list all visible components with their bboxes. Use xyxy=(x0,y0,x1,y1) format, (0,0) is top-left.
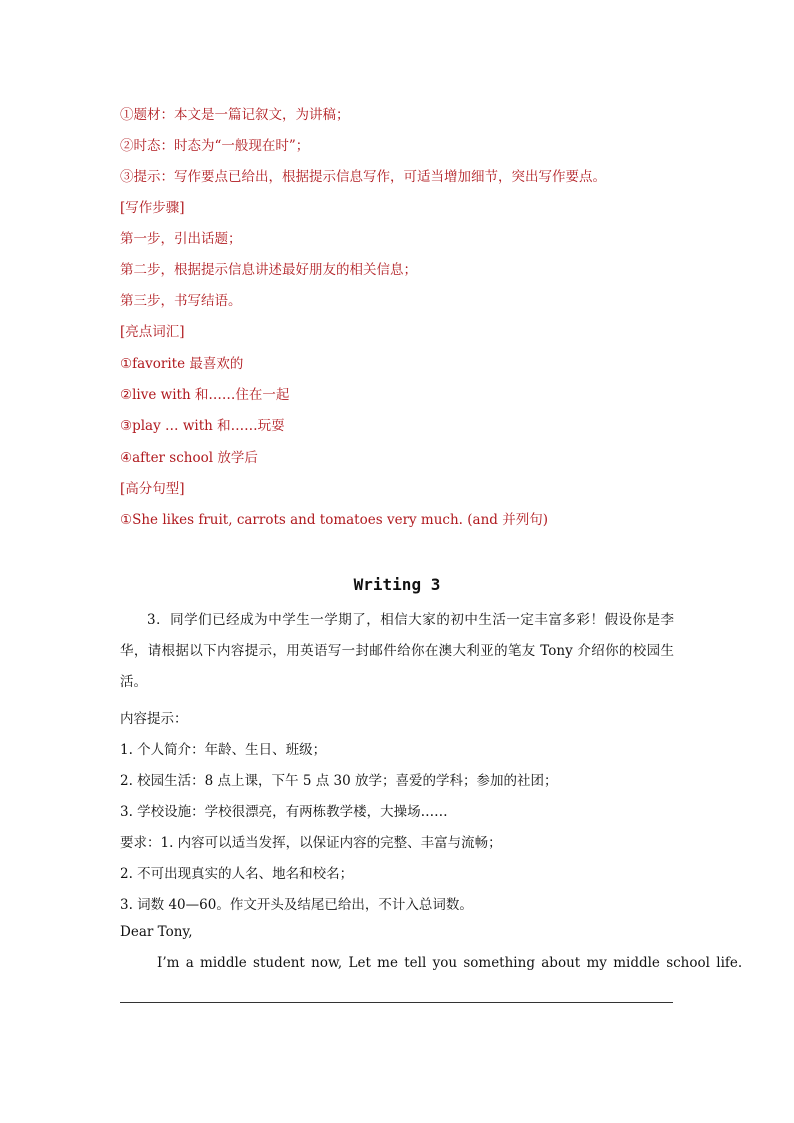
answer-line xyxy=(120,1002,673,1003)
analysis-item-tense: ②时态：时态为“一般现在时”； xyxy=(120,138,310,154)
analysis-item-hint: ③提示：写作要点已给出，根据提示信息写作，可适当增加细节，突出写作要点。 xyxy=(120,169,606,185)
requirement-item-3: 3. 词数 40—60。作文开头及结尾已给出，不计入总词数。 xyxy=(120,897,473,913)
hints-label: 内容提示： xyxy=(120,711,188,727)
sentences-heading: [高分句型] xyxy=(120,481,185,497)
requirement-item-2: 2. 不可出现真实的人名、地名和校名； xyxy=(120,866,354,882)
hint-item-2: 2. 校园生活：8 点上课，下午 5 点 30 放学；喜爱的学科；参加的社团； xyxy=(120,773,558,789)
writing-prompt: 3．同学们已经成为中学生一学期了，相信大家的初中生活一定丰富多彩！假设你是李华，请根据以下内容提示，用英语写一封邮件给你在澳大利亚的笔友 Tony 介绍你的校园生活。 xyxy=(120,612,674,690)
sentence-item-1: ①She likes fruit, carrots and tomatoes very much. (and 并列句) xyxy=(120,512,548,528)
vocab-item-2: ②live with 和……住在一起 xyxy=(120,387,290,403)
step-item-2: 第二步，根据提示信息讲述最好朋友的相关信息； xyxy=(120,262,417,278)
vocab-heading: [亮点词汇] xyxy=(120,324,185,340)
steps-heading: [写作步骤] xyxy=(120,200,185,216)
letter-greeting: Dear Tony, xyxy=(120,924,193,940)
requirement-item-1: 要求：1. 内容可以适当发挥，以保证内容的完整、丰富与流畅； xyxy=(120,835,502,851)
analysis-item-subject: ①题材：本文是一篇记叙文，为讲稿； xyxy=(120,107,350,123)
vocab-item-1: ①favorite 最喜欢的 xyxy=(120,356,244,372)
step-item-3: 第三步，书写结语。 xyxy=(120,293,242,309)
vocab-item-3: ③play … with 和……玩耍 xyxy=(120,418,285,434)
vocab-item-4: ④after school 放学后 xyxy=(120,450,258,466)
step-item-1: 第一步，引出话题； xyxy=(120,231,242,247)
hint-item-3: 3. 学校设施：学校很漂亮，有两栋教学楼，大操场…… xyxy=(120,804,448,820)
letter-opening: I’m a middle student now, Let me tell you something about my middle school life. xyxy=(157,955,743,971)
hint-item-1: 1. 个人简介：年龄、生日、班级； xyxy=(120,742,327,758)
section-title: Writing 3 xyxy=(353,575,441,594)
